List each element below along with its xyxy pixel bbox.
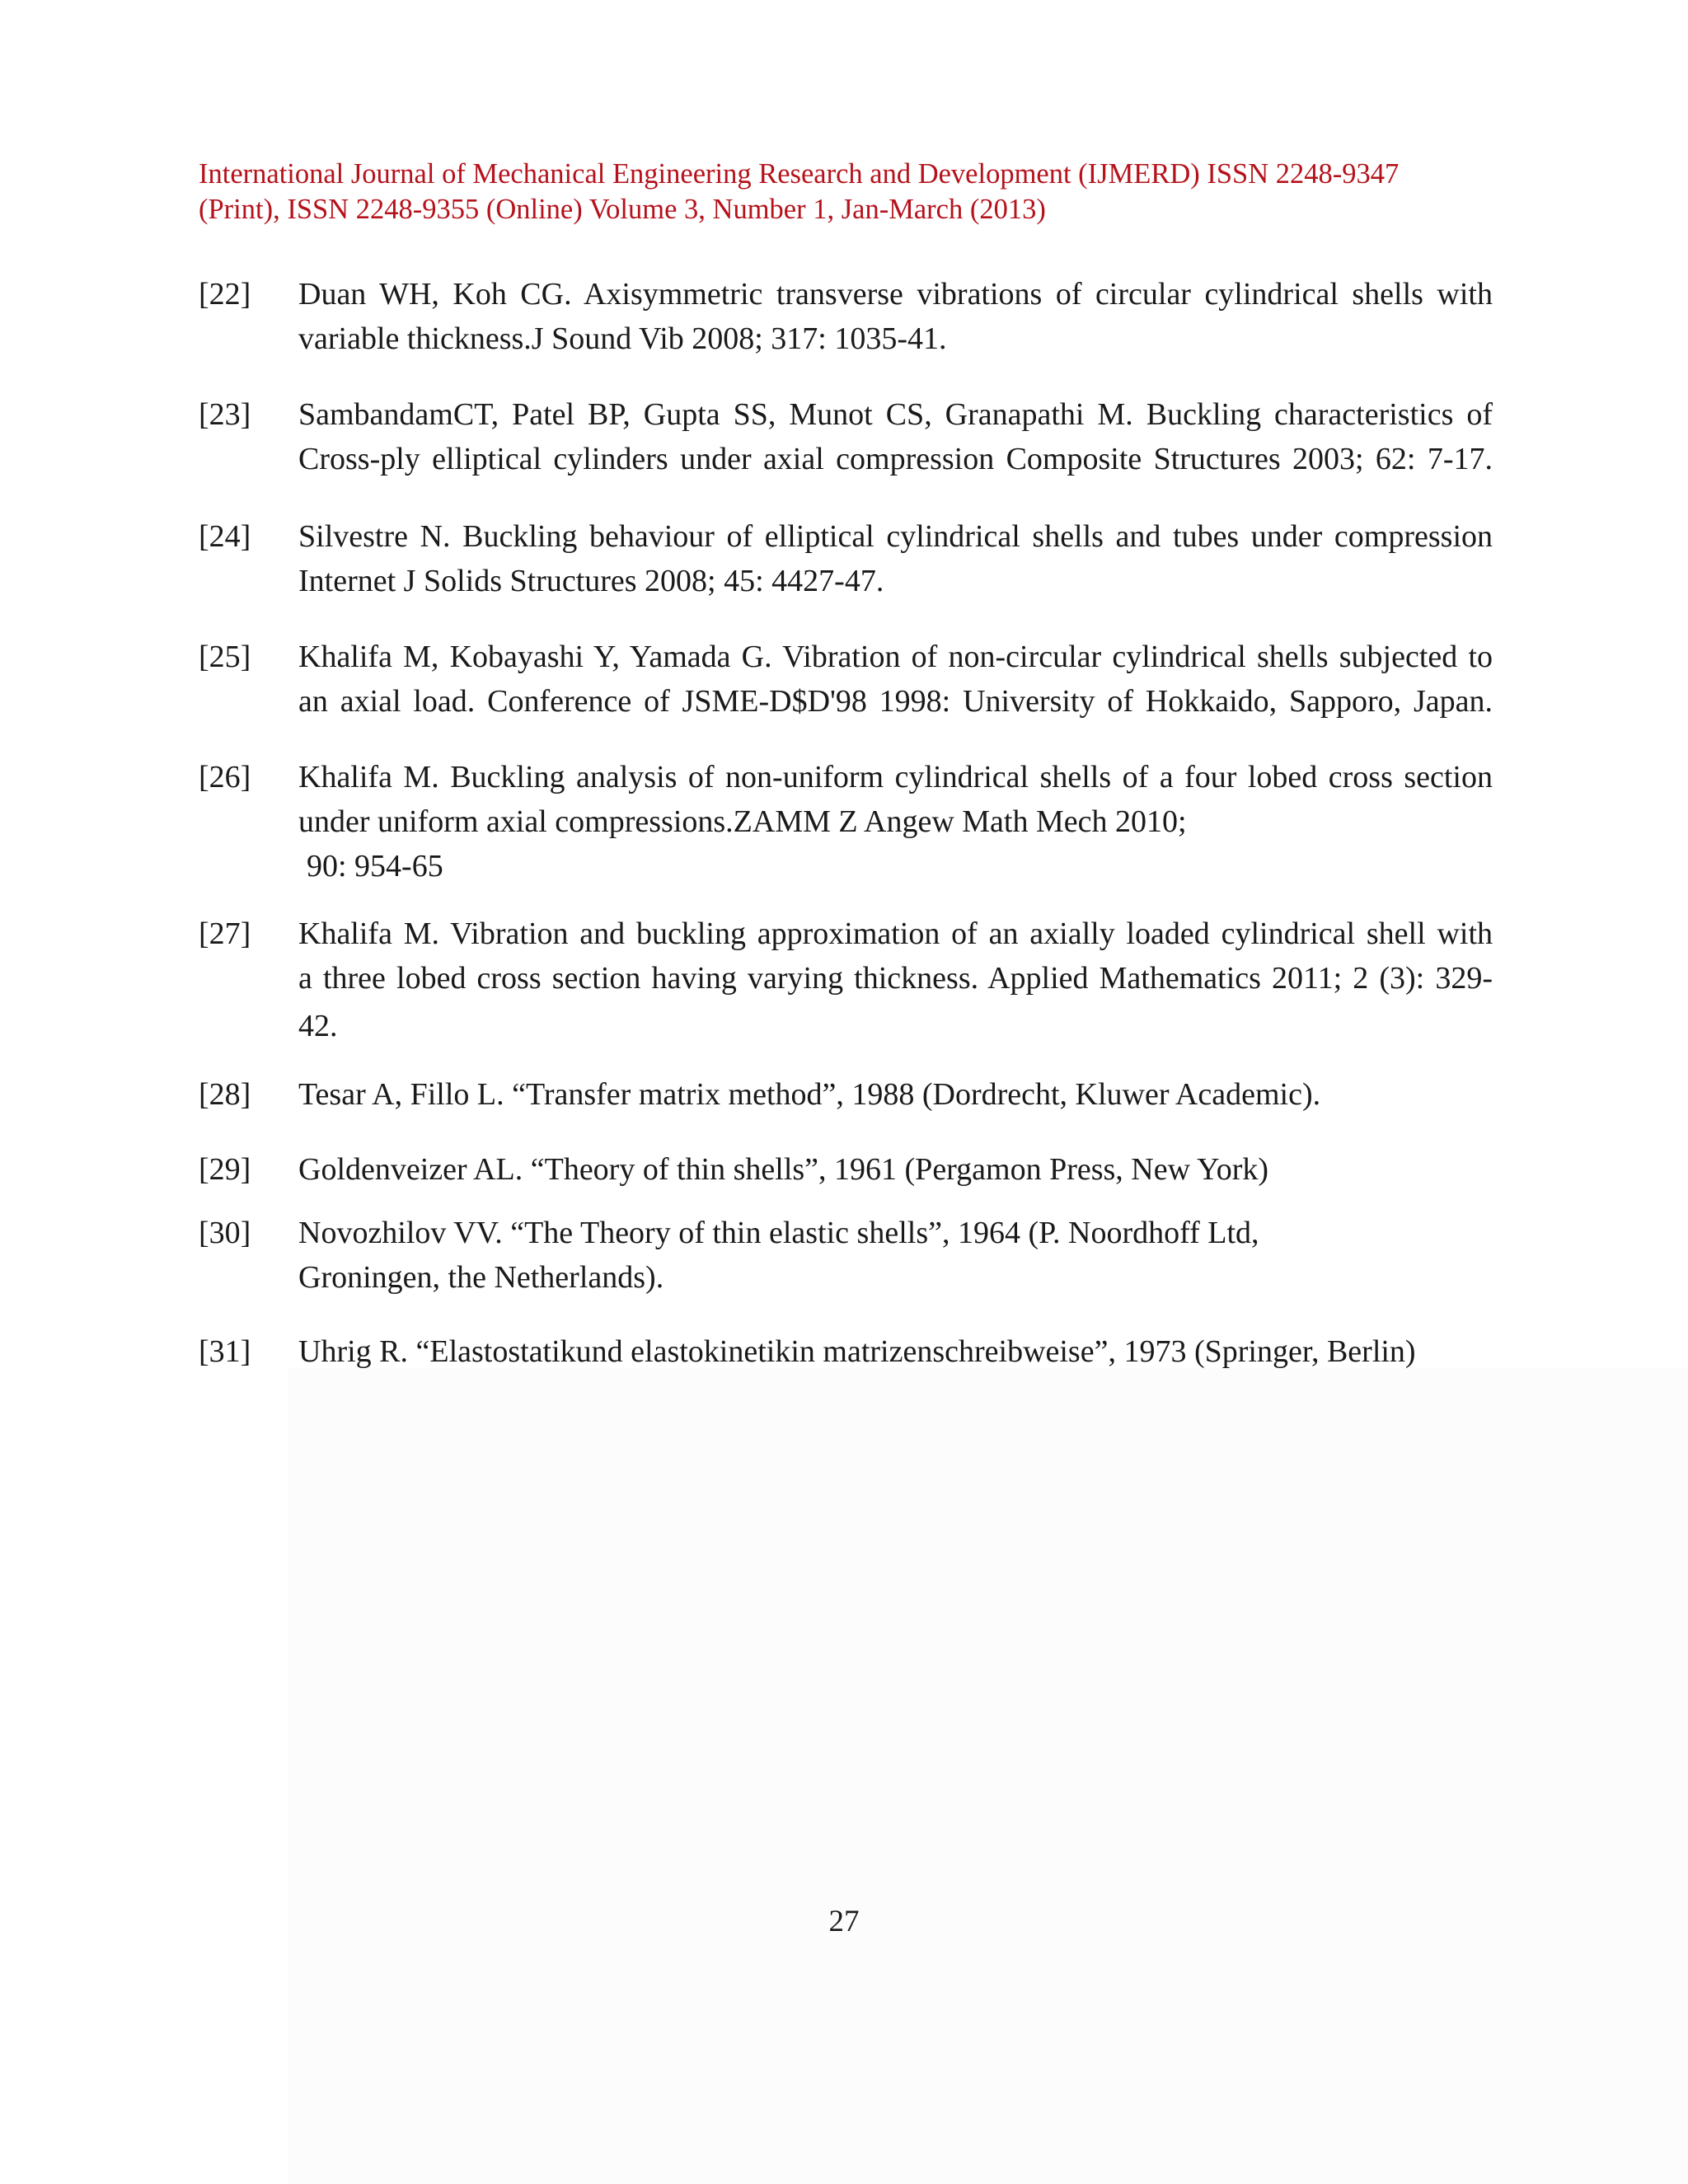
reference-text xyxy=(298,1147,1493,1192)
reference-line: a three lobed cross section having varying thickness. Applied Mathematics 2011; 2 (3): 329- xyxy=(298,961,1493,996)
reference-line: Tesar A, Fillo L. “Transfer matrix method”, 1988 (Dordrecht, Kluwer Academic). xyxy=(298,1077,1321,1112)
reference-line: Internet J Solids Structures 2008; 45: 4427-47. xyxy=(298,564,884,598)
reference-line: Cross-ply elliptical cylinders under axial compression Composite Structures 2003; 62: 7-17. xyxy=(298,442,1493,476)
reference-number: [24] xyxy=(199,519,251,554)
reference-line: Groningen, the Netherlands). xyxy=(298,1260,664,1295)
reference-line: Goldenveizer AL. “Theory of thin shells”, 1961 (Pergamon Press, New York) xyxy=(298,1152,1269,1187)
reference-text xyxy=(298,635,1493,724)
reference-line: Khalifa M. Buckling analysis of non-uniform cylindrical shells of a four lobed cross section xyxy=(298,760,1493,794)
reference-number: [23] xyxy=(199,397,251,432)
reference-line: Novozhilov VV. “The Theory of thin elastic shells”, 1964 (P. Noordhoff Ltd, xyxy=(298,1216,1259,1250)
reference-line: SambandamCT, Patel BP, Gupta SS, Munot CS, Granapathi M. Buckling characteristics of xyxy=(298,397,1493,432)
reference-line: under uniform axial compressions.ZAMM Z Angew Math Mech 2010; xyxy=(298,804,1187,839)
reference-text xyxy=(298,392,1493,481)
reference-line: Khalifa M. Vibration and buckling approximation of an axially loaded cylindrical shell with xyxy=(298,916,1493,951)
page-background-shade xyxy=(288,1368,1688,2184)
reference-number: [22] xyxy=(199,277,251,312)
reference-text xyxy=(298,514,1493,603)
reference-number: [25] xyxy=(199,640,251,674)
page-number: 27 xyxy=(828,1905,860,1938)
reference-line: 90: 954-65 xyxy=(307,849,443,883)
reference-text xyxy=(298,1072,1493,1117)
reference-number: [31] xyxy=(199,1334,251,1369)
reference-text xyxy=(298,1329,1493,1374)
reference-text xyxy=(298,272,1493,361)
reference-text xyxy=(298,1211,1493,1300)
reference-number: [30] xyxy=(199,1216,251,1250)
reference-text xyxy=(298,755,1493,888)
reference-line: Khalifa M, Kobayashi Y, Yamada G. Vibration of non-circular cylindrical shells subjected to xyxy=(298,640,1493,674)
reference-number: [28] xyxy=(199,1077,251,1112)
reference-text xyxy=(298,912,1493,1048)
reference-line: Duan WH, Koh CG. Axisymmetric transverse vibrations of circular cylindrical shells with xyxy=(298,277,1493,312)
reference-line: variable thickness.J Sound Vib 2008; 317: 1035-41. xyxy=(298,321,947,356)
reference-line: Silvestre N. Buckling behaviour of elliptical cylindrical shells and tubes under compression xyxy=(298,519,1493,554)
reference-line: an axial load. Conference of JSME-D$D'98 1998: University of Hokkaido, Sapporo, Japan. xyxy=(298,684,1493,719)
reference-number: [29] xyxy=(199,1152,251,1187)
reference-number: [26] xyxy=(199,760,251,794)
journal-header-line-2: (Print), ISSN 2248-9355 (Online) Volume 3, Number 1, Jan-March (2013) xyxy=(199,194,1046,225)
reference-line: Uhrig R. “Elastostatikund elastokinetikin matrizenschreibweise”, 1973 (Springer, Berlin) xyxy=(298,1334,1416,1369)
reference-number: [27] xyxy=(199,916,251,951)
journal-header-line-1: International Journal of Mechanical Engineering Research and Development (IJMERD) ISSN 2248-9347 xyxy=(199,158,1400,190)
journal-running-header xyxy=(199,157,1501,227)
reference-line: 42. xyxy=(298,1009,338,1043)
